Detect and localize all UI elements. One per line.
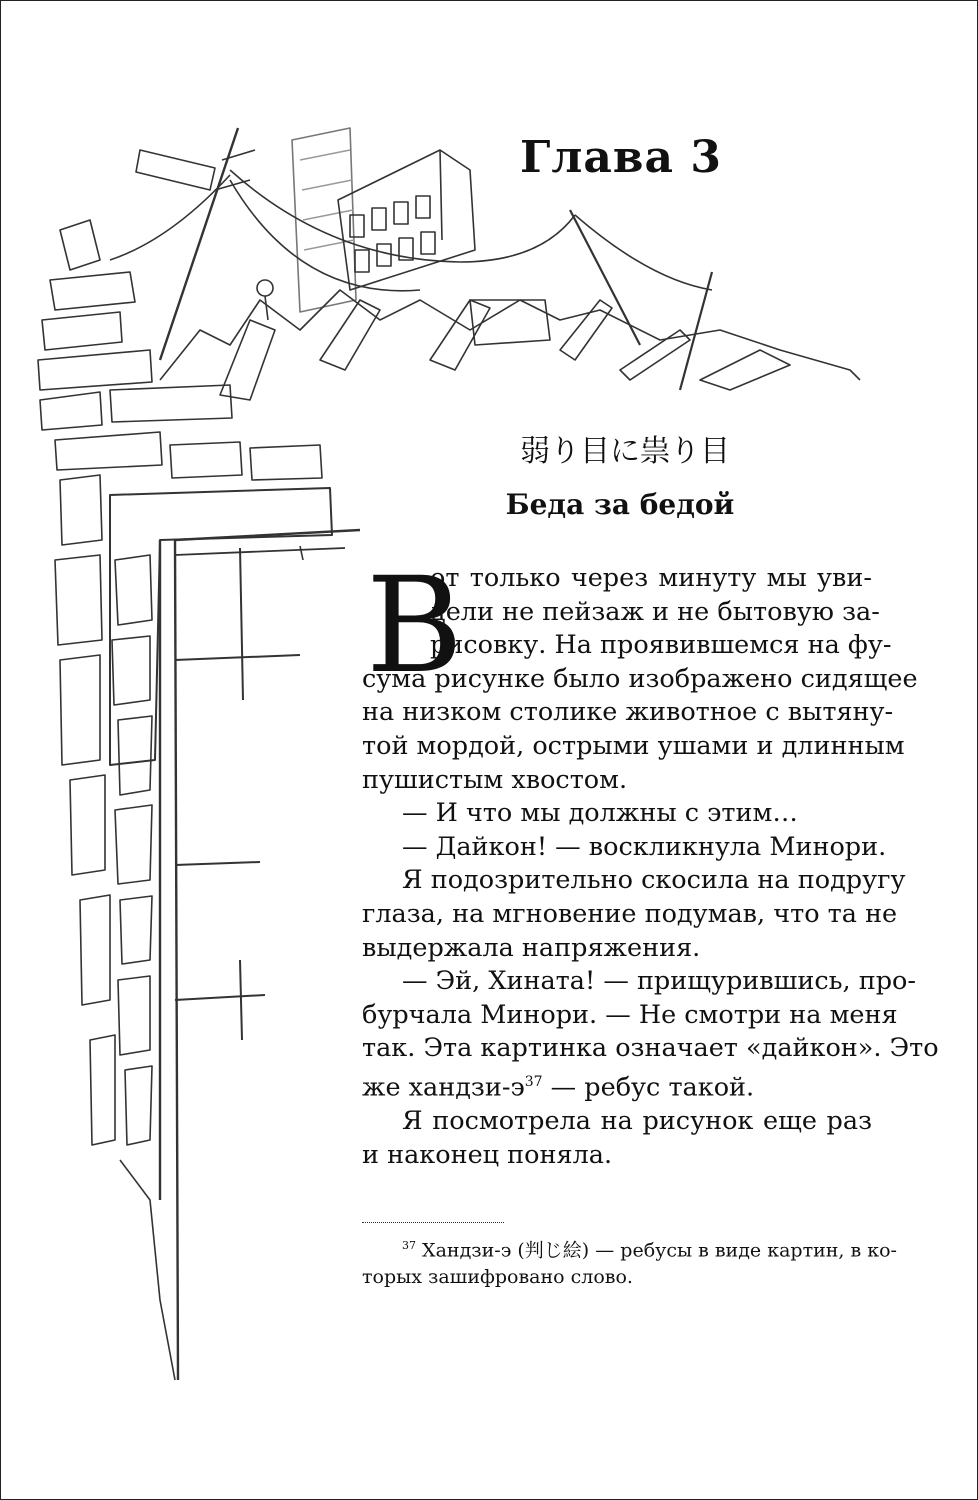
body-text xyxy=(362,549,939,1172)
japanese-title: 弱り目に祟り目 xyxy=(520,434,730,469)
text-line-part: — ребус такой. xyxy=(542,1072,755,1103)
text-line: сума рисунке было изображено сидящее xyxy=(362,663,918,694)
text-line: глаза, на мгновение подумав, что та не xyxy=(362,898,898,929)
text-line: на низком столике животное с вытяну- xyxy=(362,697,894,728)
text-line: бурчала Минори. — Не смотри на меня xyxy=(362,999,898,1030)
footnote-line: торых зашифровано слово. xyxy=(362,1266,633,1289)
footnote-number: 37 xyxy=(402,1239,416,1252)
text-line: выдержала напряжения. xyxy=(362,932,701,963)
text-line: пушистым хвостом. xyxy=(362,764,628,795)
drop-cap: В xyxy=(366,549,464,703)
text-line: — И что мы должны с этим… xyxy=(402,798,798,829)
text-line: Я подозрительно скосила на подругу xyxy=(402,865,906,896)
footnote xyxy=(362,1232,897,1291)
chapter-subtitle: Беда за бедой xyxy=(505,488,735,521)
text-line-part: же хандзи-э xyxy=(362,1072,525,1103)
footnote-line xyxy=(362,1232,897,1264)
text-line: — Эй, Хината! — прищурившись, про- xyxy=(402,966,917,997)
footnote-reference[interactable]: 37 xyxy=(524,1073,543,1090)
text-line: дели не пейзаж и не бытовую за- xyxy=(430,596,880,627)
text-line: и наконец поняла. xyxy=(362,1139,613,1170)
text-line: так. Эта картинка означает «дайкон». Это xyxy=(362,1033,939,1064)
text-line: — Дайкон! — воскликнула Минори. xyxy=(402,831,887,862)
footnote-separator xyxy=(362,1222,504,1223)
text-line: Я посмотрела на рисунок еще раз xyxy=(402,1106,872,1136)
text-line: рисовку. На проявившемся на фу- xyxy=(430,630,892,661)
footnote-text: Хандзи-э (判じ絵) — ребусы в виде картин, в ко- xyxy=(422,1239,897,1262)
text-line: от только через минуту мы уви- xyxy=(430,563,872,593)
text-line xyxy=(362,1066,872,1105)
chapter-title: Глава 3 xyxy=(520,132,722,183)
text-line: той мордой, острыми ушами и длинным xyxy=(362,730,905,761)
drop-cap-lines xyxy=(362,562,892,663)
